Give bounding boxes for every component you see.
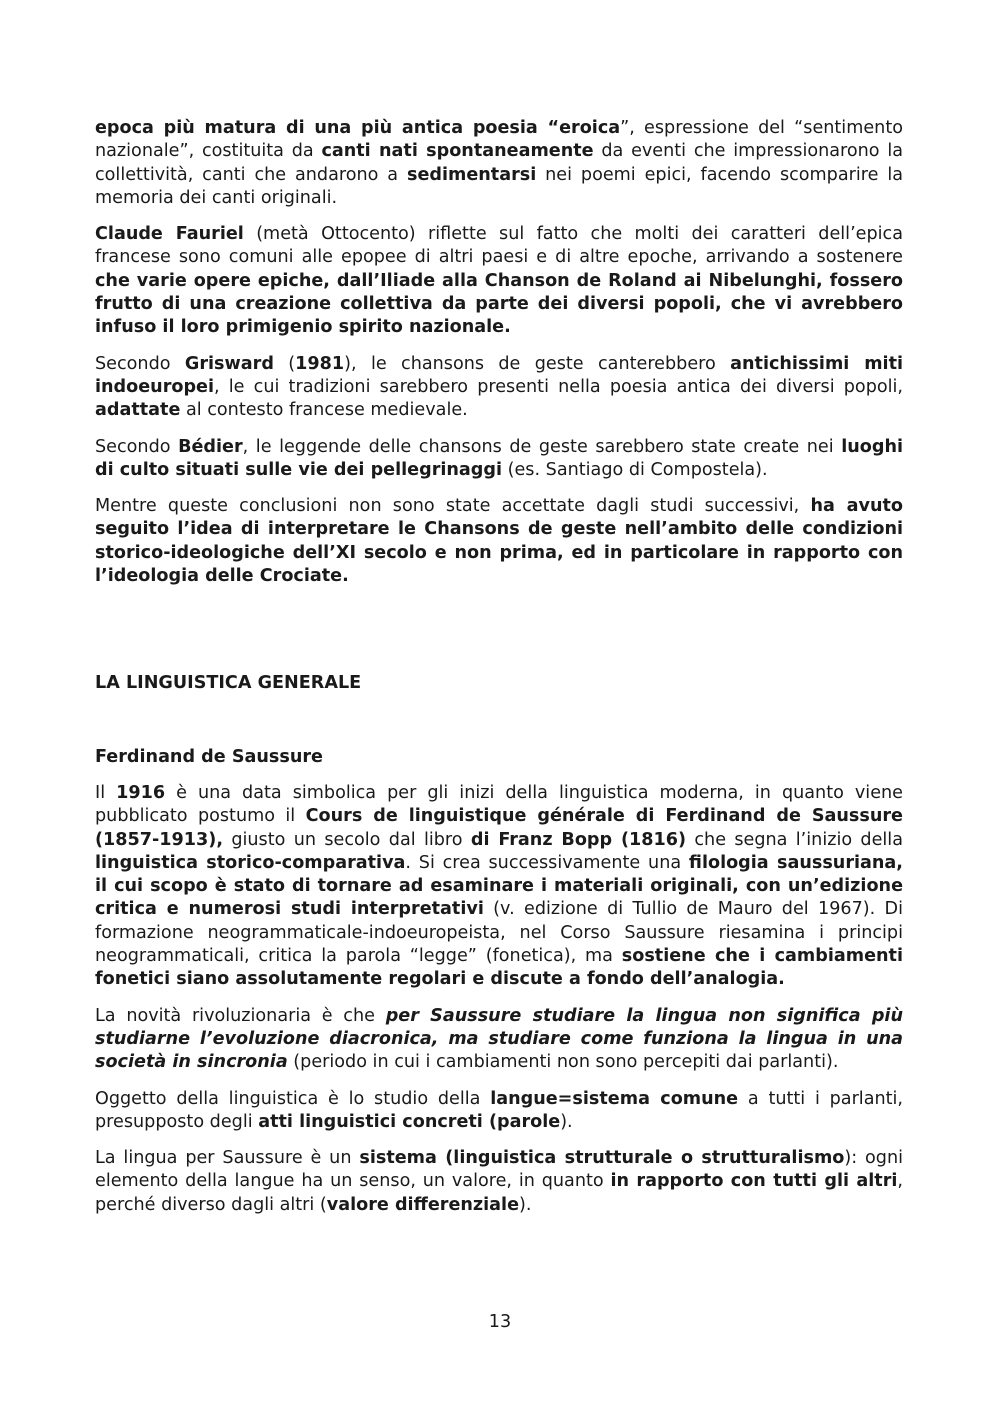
text-run: Secondo — [95, 436, 179, 457]
bold-text: di Franz Bopp (1816) — [470, 829, 687, 850]
text-run: che segna l’inizio della — [686, 829, 903, 850]
section-title: LA LINGUISTICA GENERALE — [95, 673, 362, 694]
bold-text: sistema (linguistica strutturale o strutturalismo — [359, 1148, 845, 1169]
text-run: ). — [560, 1111, 573, 1132]
document-page — [95, 117, 903, 1230]
bold-text: sedimentarsi — [406, 164, 537, 185]
text-run: Mentre queste conclusioni non sono state accettate dagli studi successivi, — [95, 496, 811, 517]
bold-text: langue=sistema comune — [490, 1088, 739, 1109]
bold-text: ha avuto seguito l’idea di interpretare le Chansons de geste nell’ambito delle condizioni storico-ideologiche dell’XI secolo e non prima, ed in particolare in rapporto con l’ideologia delle Crociate. — [95, 496, 904, 587]
bold-text: che varie opere epiche, dall’Iliade alla Chanson de Roland ai Nibelunghi, fossero frutto di una creazione collettiva da parte dei diversi popoli, che vi avrebbero infuso il loro primigenio spirito nazionale. — [95, 270, 903, 338]
paragraph — [95, 353, 903, 423]
bold-text: in rapporto con tutti gli altri — [610, 1171, 898, 1192]
text-run: Il — [95, 782, 117, 803]
top-paragraphs — [95, 117, 903, 588]
text-run: nei poemi epici, facendo scomparire la memoria dei canti originali. — [95, 164, 903, 208]
paragraph — [95, 782, 903, 992]
text-run: , le leggende delle chansons de geste sarebbero state create nei — [242, 436, 842, 457]
bold-text: Claude Fauriel — [95, 224, 244, 245]
bold-text: linguistica storico-comparativa — [95, 852, 406, 873]
paragraph — [95, 223, 903, 339]
text-run: (v. edizione di Tullio de Mauro del 1967). Di formazione neogrammaticale-indoeuropeista, nel Corso Saussure riesamina i principi neogrammaticali, critica la parola “legge” (fonetica), ma — [95, 899, 903, 967]
text-run: ). — [519, 1194, 532, 1215]
bold-text: Bédier — [178, 436, 243, 457]
text-run: . Si crea successivamente una — [405, 852, 689, 873]
bold-text: Grisward — [184, 353, 274, 374]
bold-text: valore differenziale — [326, 1194, 520, 1215]
bold-text: 1981 — [295, 353, 345, 374]
text-run: a tutti i parlanti, presupposto degli — [95, 1088, 904, 1132]
text-run: Secondo — [95, 353, 185, 374]
subsection-title: Ferdinand de Saussure — [95, 746, 323, 767]
bold-text: Cours de linguistique générale di Ferdinand de Saussure (1857-1913), — [95, 806, 903, 850]
paragraph — [95, 495, 903, 588]
bold-text: luoghi di culto situati sulle vie dei pellegrinaggi — [95, 436, 904, 480]
paragraph — [95, 117, 903, 210]
paragraph — [95, 1088, 903, 1135]
text-run: ), le chansons de geste canterebbero — [344, 353, 731, 374]
page-number: 13 — [488, 1312, 512, 1332]
bold-text: adattate — [95, 400, 181, 421]
text-run: La novità rivoluzionaria è che — [95, 1005, 386, 1026]
paragraph — [95, 1147, 903, 1217]
text-run: ): ogni elemento della langue ha un senso, un valore, in quanto — [95, 1148, 903, 1192]
text-run: è una data simbolica per gli inizi della linguistica moderna, in quanto viene pubblicato postumo il — [95, 782, 903, 827]
bold-text: filologia saussuriana, il cui scopo è stato di tornare ad esaminare i materiali originali, con un’edizione critica e numerosi studi interpretativi — [95, 852, 903, 920]
text-run: (metà Ottocento) riflette sul fatto che molti dei caratteri dell’epica francese sono comuni alle epopee di altri paesi e di altre epoche, arrivando a sostenere — [95, 224, 904, 268]
text-run: , perché diverso dagli altri ( — [95, 1171, 903, 1215]
bold-text: 1916 — [116, 782, 166, 803]
text-run: da eventi che impressionarono la collettività, canti che andarono a — [95, 141, 903, 185]
text-run: ( — [273, 353, 296, 374]
text-run: Oggetto della linguistica è lo studio della — [95, 1088, 491, 1109]
text-run: La lingua per Saussure è un — [95, 1148, 360, 1169]
text-run: , le cui tradizioni sarebbero presenti nella poesia antica dei diversi popoli, — [214, 376, 903, 397]
bold-text: canti nati spontaneamente — [321, 141, 594, 162]
bold-text: atti linguistici concreti (parole — [258, 1111, 561, 1132]
bold-text: per Saussure studiare la lingua non significa più studiarne l’evoluzione diacronica, ma studiare come funziona la lingua in una società in sincronia — [95, 1005, 903, 1073]
bold-text: antichissimi miti indoeuropei — [95, 353, 904, 397]
bold-text: epoca più matura di una più antica poesia “eroica — [95, 118, 621, 138]
text-run: ”, espressione del “sentimento nazionale”, costituita da — [95, 118, 903, 162]
text-run: giusto un secolo dal libro — [223, 829, 471, 850]
text-run: (es. Santiago di Compostela). — [502, 459, 768, 480]
bold-text: sostiene che i cambiamenti fonetici siano assolutamente regolari e discute a fondo dell’analogia. — [95, 946, 903, 990]
text-run: al contesto francese medievale. — [180, 400, 468, 421]
bottom-paragraphs — [95, 782, 903, 1217]
text-run: (periodo in cui i cambiamenti non sono percepiti dai parlanti). — [287, 1052, 839, 1073]
paragraph — [95, 436, 903, 483]
paragraph — [95, 1005, 903, 1075]
